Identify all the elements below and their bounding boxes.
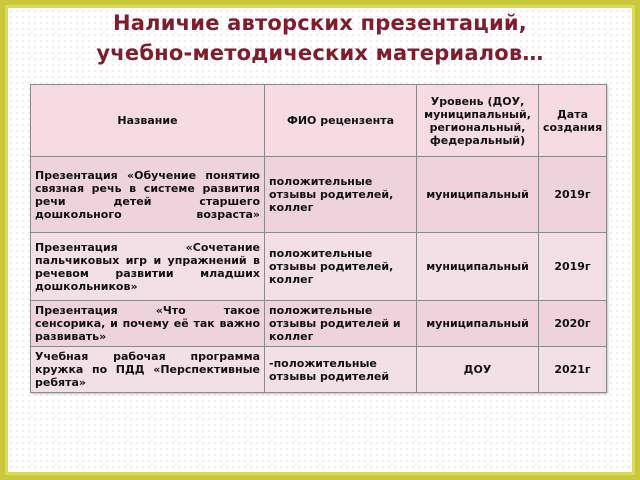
cell-name: Презентация «Сочетание пальчиковых игр и упражнений в речевом развитии младших дошкольников» (31, 233, 265, 301)
cell-date: 2019г (539, 233, 607, 301)
cell-reviewer: положительные отзывы родителей и коллег (265, 301, 417, 347)
cell-level: муниципальный (417, 301, 539, 347)
cell-reviewer: положительные отзывы родителей, коллег (265, 157, 417, 233)
header-reviewer: ФИО рецензента (265, 85, 417, 157)
cell-level: муниципальный (417, 233, 539, 301)
header-name: Название (31, 85, 265, 157)
cell-date: 2020г (539, 301, 607, 347)
cell-level: ДОУ (417, 347, 539, 393)
header-level: Уровень (ДОУ, муниципальный, региональный, федеральный) (417, 85, 539, 157)
table-row (31, 233, 607, 301)
cell-name: Презентация «Что такое сенсорика, и почему её так важно развивать» (31, 301, 265, 347)
cell-name: Учебная рабочая программа кружка по ПДД «Перспективные ребята» (31, 347, 265, 393)
table-header-row (31, 85, 607, 157)
cell-reviewer: -положительные отзывы родителей (265, 347, 417, 393)
table-row (31, 301, 607, 347)
table-row (31, 157, 607, 233)
title-line-1: Наличие авторских презентаций, (113, 11, 527, 35)
cell-name: Презентация «Обучение понятию связная речь в системе развития речи детей старшего дошкольного возраста» (31, 157, 265, 233)
cell-date: 2021г (539, 347, 607, 393)
header-date: Дата создания (539, 85, 607, 157)
table-row (31, 347, 607, 393)
title-line-2: учебно-методических материалов… (96, 41, 544, 65)
cell-level: муниципальный (417, 157, 539, 233)
slide-title (0, 8, 640, 68)
cell-date: 2019г (539, 157, 607, 233)
materials-table (30, 84, 607, 393)
cell-reviewer: положительные отзывы родителей, коллег (265, 233, 417, 301)
